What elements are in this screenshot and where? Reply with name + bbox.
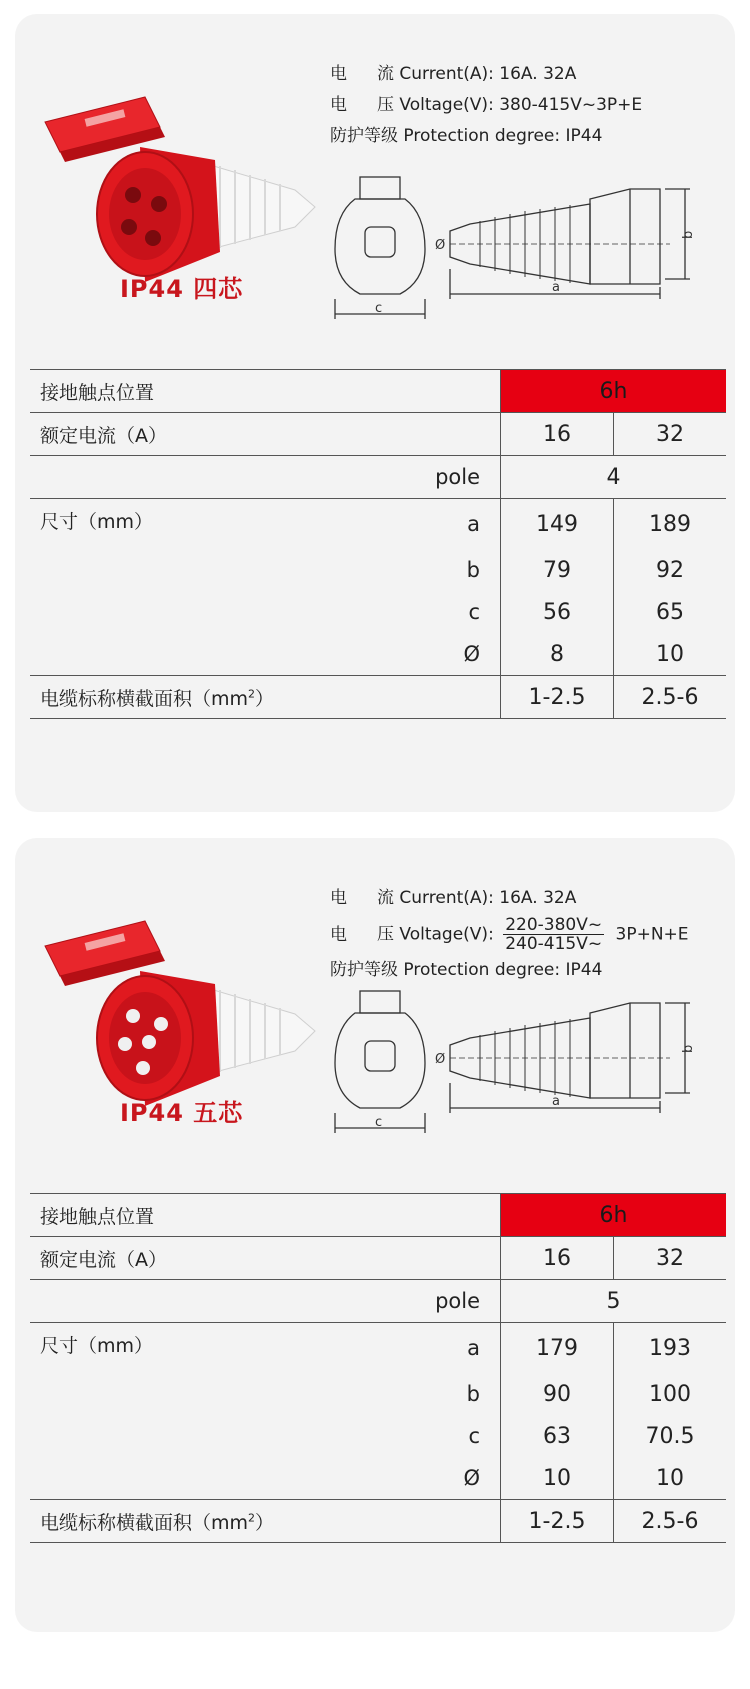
- dim-value: 70.5: [614, 1415, 727, 1457]
- dim-value: 10: [501, 1457, 614, 1500]
- table-row: [30, 1500, 726, 1543]
- spec-cn: 电: [330, 95, 347, 115]
- spec-label: Current(A):: [399, 64, 494, 84]
- spec-current: [330, 59, 642, 90]
- spec-table: [30, 1193, 726, 1543]
- dim-name: c: [468, 600, 480, 624]
- spec-table: [30, 369, 726, 719]
- dim-label-a: a: [552, 1094, 560, 1109]
- socket-product-image: [25, 92, 335, 292]
- table-row: [30, 1373, 726, 1415]
- table-row: [30, 591, 726, 633]
- pole-value: 4: [501, 456, 727, 499]
- dim-value: 10: [614, 633, 727, 676]
- cable-value: 1-2.5: [501, 676, 614, 719]
- dim-value: 65: [614, 591, 727, 633]
- spec-current: [330, 883, 689, 914]
- spec-label: Protection degree:: [403, 126, 561, 146]
- dim-label-a: a: [552, 280, 560, 295]
- spec-cn: 电: [330, 64, 347, 84]
- dim-value: 179: [501, 1323, 614, 1374]
- dim-label-c: c: [375, 1115, 383, 1130]
- dim-name: b: [466, 1382, 480, 1406]
- dim-value: 90: [501, 1373, 614, 1415]
- spec-list: [330, 59, 642, 152]
- pole-value: 5: [501, 1280, 727, 1323]
- spec-value: 380-415V~3P+E: [499, 95, 643, 115]
- spec-value: 16A. 32A: [499, 64, 577, 84]
- spec-protection: [330, 955, 689, 986]
- current-value: 16: [501, 1237, 614, 1280]
- table-row: [30, 1415, 726, 1457]
- table-row: [30, 633, 726, 676]
- dim-label-b: b: [681, 1044, 696, 1053]
- spec-cn: 压: [377, 924, 394, 945]
- spec-voltage: [330, 90, 642, 121]
- spec-cn: 流: [377, 64, 394, 84]
- dim-value: 149: [501, 499, 614, 550]
- table-row: [30, 1194, 726, 1237]
- dim-value: 8: [501, 633, 614, 676]
- dim-value: 189: [614, 499, 727, 550]
- ground-label: 接地触点位置: [30, 1194, 501, 1237]
- voltage-den: 240-415V~: [505, 934, 603, 954]
- dim-name: a: [392, 1323, 501, 1374]
- voltage-fraction: [503, 916, 604, 953]
- dim-name: Ø: [463, 1466, 480, 1490]
- cable-value: 2.5-6: [614, 676, 727, 719]
- spec-cn: 电: [330, 924, 347, 945]
- dim-value: 100: [614, 1373, 727, 1415]
- spec-protection: [330, 121, 642, 152]
- spec-label: Protection degree:: [403, 960, 561, 980]
- pole-label: pole: [30, 456, 501, 499]
- dim-value: 10: [614, 1457, 727, 1500]
- dim-value: 193: [614, 1323, 727, 1374]
- table-row: [30, 1280, 726, 1323]
- dim-name: b: [466, 558, 480, 582]
- spec-cn: 防护等级: [330, 960, 398, 980]
- table-row: [30, 1237, 726, 1280]
- table-row: [30, 676, 726, 719]
- dim-label-b: b: [681, 230, 696, 239]
- dim-label-phi: Ø: [435, 1052, 446, 1067]
- spec-value: 16A. 32A: [499, 888, 577, 908]
- cable-label: 电缆标称横截面积$(mm^2)$: [30, 676, 501, 719]
- current-value: 32: [614, 413, 727, 456]
- spec-value: IP44: [565, 960, 603, 980]
- cable-value: 1-2.5: [501, 1500, 614, 1543]
- table-row: [30, 370, 726, 413]
- spec-label: Voltage(V):: [399, 924, 494, 945]
- dim-name: a: [392, 499, 501, 550]
- product-card-4pin: [15, 14, 735, 812]
- dim-label-c: c: [375, 301, 383, 316]
- ground-value: 6h: [501, 1194, 727, 1237]
- product-title: IP44 五芯: [120, 1099, 244, 1127]
- dim-value: 63: [501, 1415, 614, 1457]
- spec-list: [330, 883, 689, 986]
- spec-value: IP44: [565, 126, 603, 146]
- spec-cn: 电: [330, 888, 347, 908]
- spec-cn: 流: [377, 888, 394, 908]
- dim-name: c: [468, 1424, 480, 1448]
- spec-label: Voltage(V):: [399, 95, 494, 115]
- dim-name: Ø: [463, 642, 480, 666]
- voltage-suffix: 3P+N+E: [615, 924, 689, 945]
- spec-cn: 防护等级: [330, 126, 398, 146]
- table-row: [30, 499, 726, 550]
- dimension-drawing: [330, 169, 740, 329]
- pole-label: pole: [30, 1280, 501, 1323]
- cable-label: 电缆标称横截面积$(mm^2)$: [30, 1500, 501, 1543]
- dim-label-phi: Ø: [435, 238, 446, 253]
- current-value: 32: [614, 1237, 727, 1280]
- size-label: 尺寸（mm）: [30, 499, 392, 550]
- table-row: [30, 1457, 726, 1500]
- table-row: [30, 456, 726, 499]
- table-row: [30, 413, 726, 456]
- table-row: [30, 549, 726, 591]
- spec-voltage: [330, 916, 689, 953]
- product-title: IP44 四芯: [120, 275, 244, 303]
- dim-value: 79: [501, 549, 614, 591]
- voltage-num: 220-380V~: [505, 915, 603, 935]
- current-label: 额定电流（A）: [30, 1237, 501, 1280]
- size-label: 尺寸（mm）: [30, 1323, 392, 1374]
- dimension-drawing: [330, 983, 740, 1143]
- cable-value: 2.5-6: [614, 1500, 727, 1543]
- ground-label: 接地触点位置: [30, 370, 501, 413]
- table-row: [30, 1323, 726, 1374]
- spec-label: Current(A):: [399, 888, 494, 908]
- current-label: 额定电流（A）: [30, 413, 501, 456]
- current-value: 16: [501, 413, 614, 456]
- dim-value: 56: [501, 591, 614, 633]
- product-card-5pin: [15, 838, 735, 1632]
- dim-value: 92: [614, 549, 727, 591]
- ground-value: 6h: [501, 370, 727, 413]
- socket-product-image: [25, 916, 335, 1116]
- spec-cn: 压: [377, 95, 394, 115]
